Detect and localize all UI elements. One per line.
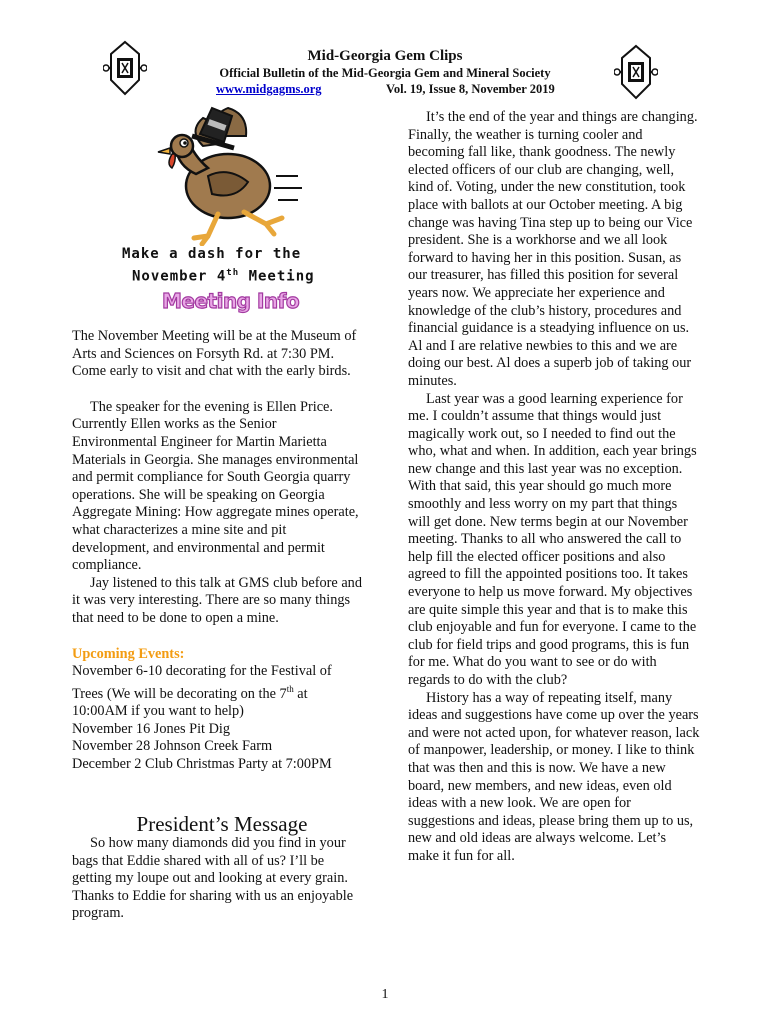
meeting-paragraph: The November Meeting will be at the Museum of Arts and Sciences on Forsyth Rd. at 7:30 PM. Come early to visit and chat with the early birds. bbox=[72, 328, 357, 380]
banner-line-2: November 4th Meeting bbox=[132, 268, 315, 285]
president-paragraph-block bbox=[72, 835, 364, 923]
speaker-paragraph: The speaker for the evening is Ellen Price. Currently Ellen works as the Senior Environmental Engineer for Martin Marietta Materials in Georgia. She manages environmental and permit compliance for South Georgia quarry operations. She will be speaking on Georgia Aggregate Mining: How aggregate mines operate, what characterizes a mine site and pit development, and environmental and permit compliance. bbox=[72, 398, 359, 574]
jay-paragraph: Jay listened to this talk at GMS club before and it was very interesting. There are so many things that need to be done to open a mine. bbox=[72, 574, 362, 626]
upcoming-events-heading: Upcoming Events: bbox=[72, 645, 185, 662]
volume-issue: Vol. 19, Issue 8, November 2019 bbox=[386, 82, 555, 96]
event-item: November 6-10 decorating for the Festival of Trees (We will be decorating on the 7th at 10:00AM if you want to help) bbox=[72, 663, 332, 720]
message-paragraph-3: History has a way of repeating itself, many ideas and suggestions have come up over the years and were not acted upon, for whatever reason, lack of manpower, leadership, or money. I like to think that was then and this is now. We have a new board, new members, and new ideas, even old ideas with a new look. We are open for suggestions and ideas, please bring them up to us, new and old ideas are always welcome. Let’s make it fun for all. bbox=[408, 689, 700, 864]
event-item: November 28 Johnson Creek Farm bbox=[72, 738, 273, 755]
banner-line-1: Make a dash for the bbox=[122, 246, 302, 262]
running-turkey-icon bbox=[148, 96, 308, 246]
newsletter-subtitle: Official Bulletin of the Mid-Georgia Gem and Mineral Society bbox=[219, 66, 551, 80]
page-number: 1 bbox=[381, 987, 389, 1002]
president-paragraph: So how many diamonds did you find in your bags that Eddie shared with all of us? I’ll be getting my loupe out and looking at every grain. Thanks to Eddie for sharing with us an enjoyable program. bbox=[72, 835, 354, 922]
newsletter-title: Mid-Georgia Gem Clips bbox=[307, 48, 463, 64]
event-item: November 16 Jones Pit Dig bbox=[72, 720, 231, 737]
left-column bbox=[72, 328, 364, 773]
message-paragraph-2: Last year was a good learning experience for me. I couldn’t assume that things would just magically work out, so I needed to find out the who, what and when. In addition, each year brings new change and this last year was no exception. With that said, this year should go much more smoothly and less worry on my part that things will get done. New terms begin at our November meeting. Thanks to all who answered the call to help fill the elected officer positions and also agreed to fill the appointed positions too. It takes everyone to help us move forward. My objectives are quite simple this year and that is to make this club enjoyable and fun for everyone. I came to the club for field trips and good programs, this is fun for me. What do you want to see or do with regards to do with the club? bbox=[408, 390, 697, 688]
event-item: December 2 Club Christmas Party at 7:00PM bbox=[72, 755, 332, 772]
message-paragraph-1: It’s the end of the year and things are changing. Finally, the weather is turning cooler and becoming fall like, thank goodness. The newly elected officers of our club are changing, well, kind of. Voting, under the new constitution, took place with ballots at our October meeting. A big change was having Tina step up to being our Vice president. She is a workhorse and we all look forward to having her in this position. Susan, as our treasurer, has filled this position for several years now. We appreciate her experience and knowledge of the club’s history, procedures and financial guidance is a steadying influence on us. Al and I are relative newbies to this and we are doing our best. Al does a superb job of taking our minutes. bbox=[408, 109, 698, 389]
right-column bbox=[408, 109, 700, 866]
website-link[interactable]: www.midgagms.org bbox=[216, 82, 322, 96]
meeting-info-heading: Meeting Info bbox=[162, 289, 300, 313]
presidents-message-heading: President’s Message bbox=[136, 812, 308, 836]
